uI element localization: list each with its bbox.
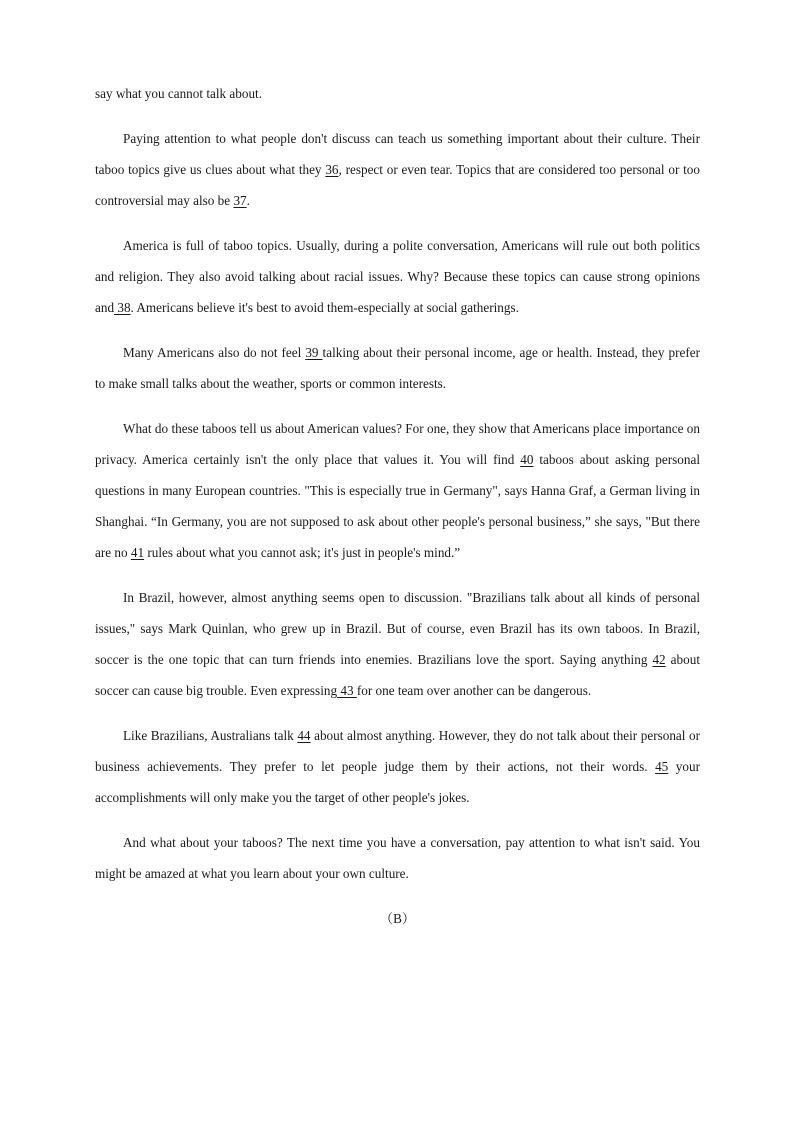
text-run: Paying attention to what people don't discuss can teach us something important about their culture. Their taboo topics give us clues about what they [95, 131, 700, 177]
blank-39: 39 [305, 345, 323, 360]
text-run: Like Brazilians, Australians talk [123, 728, 298, 743]
document-page [95, 78, 700, 948]
text-run: . [246, 193, 250, 208]
text-run: , respect or even tear. Topics that are considered too personal or too controversial may also be [95, 162, 700, 208]
paragraph-conclusion [95, 827, 700, 889]
section-marker: （B） [379, 911, 416, 926]
blank-44: 44 [297, 728, 311, 743]
text-run: What do these taboos tell us about American values? For one, they show that Americans place importance on privacy. America certainly isn't the only place that values it. You will find [95, 421, 700, 467]
blank-45: 45 [655, 759, 669, 774]
text-run: taboos about asking personal questions in many European countries. "This is especially true in Germany", says Hanna Graf, a German living in Shanghai. “In Germany, you are not supposed to ask about other people's personal business,” she says, "But there are no [95, 452, 700, 560]
paragraph-values [95, 413, 700, 568]
blank-42: 42 [652, 652, 666, 667]
blank-37: 37 [233, 193, 247, 208]
paragraph-americans-feel [95, 337, 700, 399]
text-run: And what about your taboos? The next time you have a conversation, pay attention to what isn't said. You might be amazed at what you learn about your own culture. [95, 835, 700, 881]
text-run: about almost anything. However, they do not talk about their personal or business achievements. They prefer to let people judge them by their actions, not their words. [95, 728, 701, 774]
text-run: Many Americans also do not feel [123, 345, 306, 360]
text-run: In Brazil, however, almost anything seems open to discussion. "Brazilians talk about all kinds of personal issues," says Mark Quinlan, who grew up in Brazil. But of course, even Brazil has its own taboos. In Brazil, soccer is the one topic that can turn friends into enemies. Brazilians love the sport. Saying anything [95, 590, 700, 667]
paragraph-america [95, 230, 700, 323]
text-run: your accomplishments will only make you the target of other people's jokes. [95, 759, 700, 805]
text-run: America is full of taboo topics. Usually, during a polite conversation, Americans will rule out both politics and religion. They also avoid talking about racial issues. Why? Because these topics can cause strong opinions and [95, 238, 700, 315]
text-run: . Americans believe it's best to avoid them-especially at social gatherings. [130, 300, 519, 315]
paragraph-taboo-intro [95, 123, 700, 216]
paragraph-continuation [95, 78, 700, 109]
text-run: rules about what you cannot ask; it's just in people's mind.” [144, 545, 461, 560]
text-run: for one team over another can be dangerous. [356, 683, 592, 698]
blank-43: 43 [337, 683, 357, 698]
text-run: say what you cannot talk about. [95, 86, 263, 101]
blank-40: 40 [520, 452, 534, 467]
blank-36: 36 [325, 162, 339, 177]
paragraph-brazil [95, 582, 700, 706]
paragraph-australia [95, 720, 700, 813]
text-run: about soccer can cause big trouble. Even expressing [95, 652, 700, 698]
text-run: talking about their personal income, age or health. Instead, they prefer to make small talks about the weather, sports or common interests. [95, 345, 700, 391]
blank-41: 41 [130, 545, 145, 560]
blank-38: 38 [114, 300, 131, 315]
